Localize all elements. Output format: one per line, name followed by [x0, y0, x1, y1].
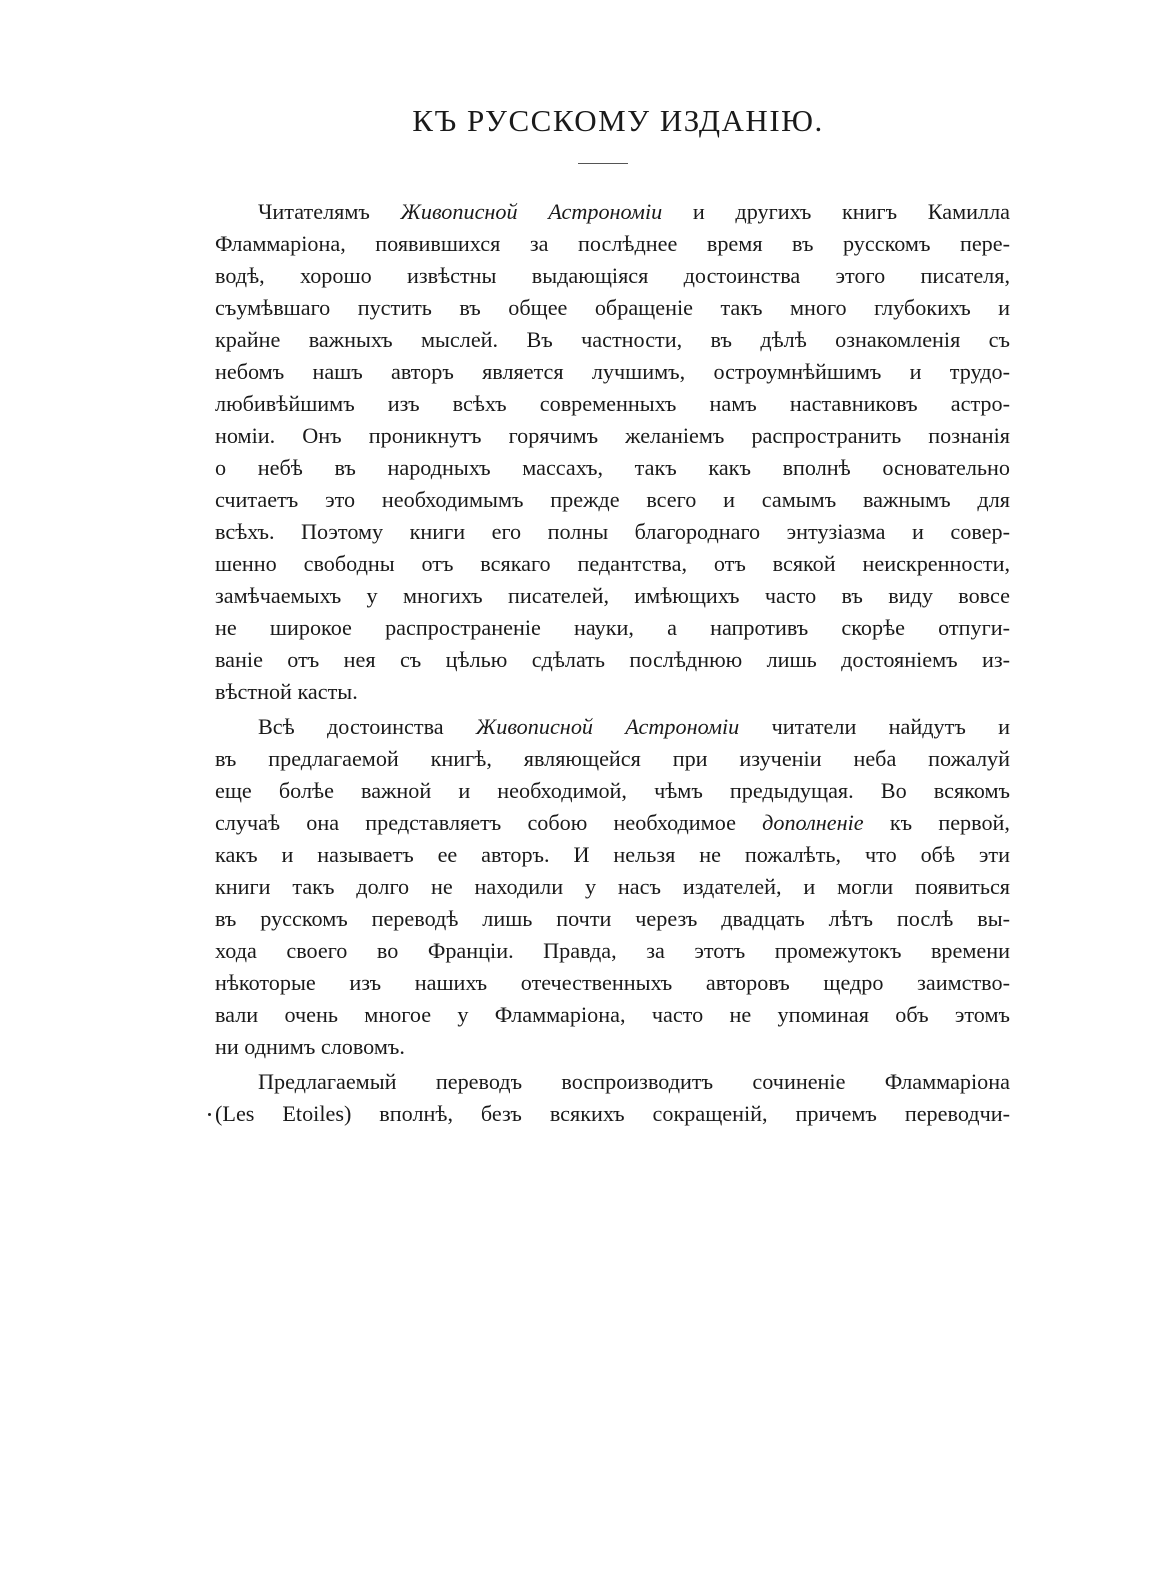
- title-rule: [578, 163, 628, 164]
- text-line: ваніе отъ нея съ цѣлью сдѣлать послѣднюю лишь достояніемъ из-: [215, 647, 1010, 672]
- text-line: какъ и называетъ ее авторъ. И нельзя не пожалѣть, что обѣ эти: [215, 842, 1010, 867]
- text-line: вали очень многое у Фламмаріона, часто не упоминая объ этомъ: [215, 1002, 1010, 1027]
- text-line: хода своего во Франціи. Правда, за этотъ промежутокъ времени: [215, 938, 1010, 963]
- book-title-italic: Живописной Астрономіи: [475, 714, 740, 739]
- text-line: ни однимъ словомъ.: [215, 1034, 405, 1059]
- text-line: въ предлагаемой книгѣ, являющейся при изученіи неба пожалуй: [215, 746, 1010, 771]
- text-line: (Les Etoiles) вполнѣ, безъ всякихъ сокращеній, причемъ переводчи-: [215, 1101, 1010, 1126]
- text-line: еще болѣе важной и необходимой, чѣмъ предыдущая. Во всякомъ: [215, 778, 1010, 803]
- text-line: всѣхъ. Поэтому книги его полны благороднаго энтузіазма и совер-: [215, 519, 1010, 544]
- text-line: Всѣ достоинства Живописной Астрономіи читатели найдутъ и: [258, 714, 1010, 739]
- text-line: вѣстной касты.: [215, 679, 358, 704]
- text-line: крайне важныхъ мыслей. Въ частности, въ дѣлѣ ознакомленія съ: [215, 327, 1010, 352]
- text-line: Предлагаемый переводъ воспроизводитъ сочиненіе Фламмаріона: [258, 1069, 1010, 1094]
- text-line: замѣчаемыхъ у многихъ писателей, имѣющихъ часто въ виду вовсе: [215, 583, 1010, 608]
- text-line: о небѣ въ народныхъ массахъ, такъ какъ вполнѣ основательно: [215, 455, 1010, 480]
- book-title-italic: дополненіе: [762, 810, 864, 835]
- text-line: въ русскомъ переводѣ лишь почти черезъ двадцать лѣтъ послѣ вы-: [215, 906, 1010, 931]
- text-line: Читателямъ Живописной Астрономіи и другихъ книгъ Камилла: [258, 199, 1010, 224]
- preface-text: [215, 196, 1010, 1130]
- text-line: не широкое распространеніе науки, а напротивъ скорѣе отпуги-: [215, 615, 1010, 640]
- text-line: шенно свободны отъ всякаго педантства, отъ всякой неискренности,: [215, 551, 1010, 576]
- text-line: нѣкоторые изъ нашихъ отечественныхъ авторовъ щедро заимство-: [215, 970, 1010, 995]
- text-line: водѣ, хорошо извѣстны выдающіяся достоинства этого писателя,: [215, 263, 1010, 288]
- text-line: считаетъ это необходимымъ прежде всего и самымъ важнымъ для: [215, 487, 1010, 512]
- text-line: книги такъ долго не находили у насъ издателей, и могли появиться: [215, 874, 1010, 899]
- text-line: любивѣйшимъ изъ всѣхъ современныхъ намъ наставниковъ астро-: [215, 391, 1010, 416]
- text-line: съумѣвшаго пустить въ общее обращеніе такъ много глубокихъ и: [215, 295, 1010, 320]
- page-title: КЪ РУССКОМУ ИЗДАНІЮ.: [412, 103, 824, 138]
- book-title-italic: Живописной Астрономіи: [400, 199, 663, 224]
- text-line: номіи. Онъ проникнутъ горячимъ желаніемъ распространить познанія: [215, 423, 1010, 448]
- print-speck: [208, 1113, 211, 1116]
- text-line: Фламмаріона, появившихся за послѣднее время въ русскомъ пере-: [215, 231, 1010, 256]
- text-line: случаѣ она представляетъ собою необходимое дополненіе къ первой,: [215, 810, 1010, 835]
- text-line: небомъ нашъ авторъ является лучшимъ, остроумнѣйшимъ и трудо-: [215, 359, 1010, 384]
